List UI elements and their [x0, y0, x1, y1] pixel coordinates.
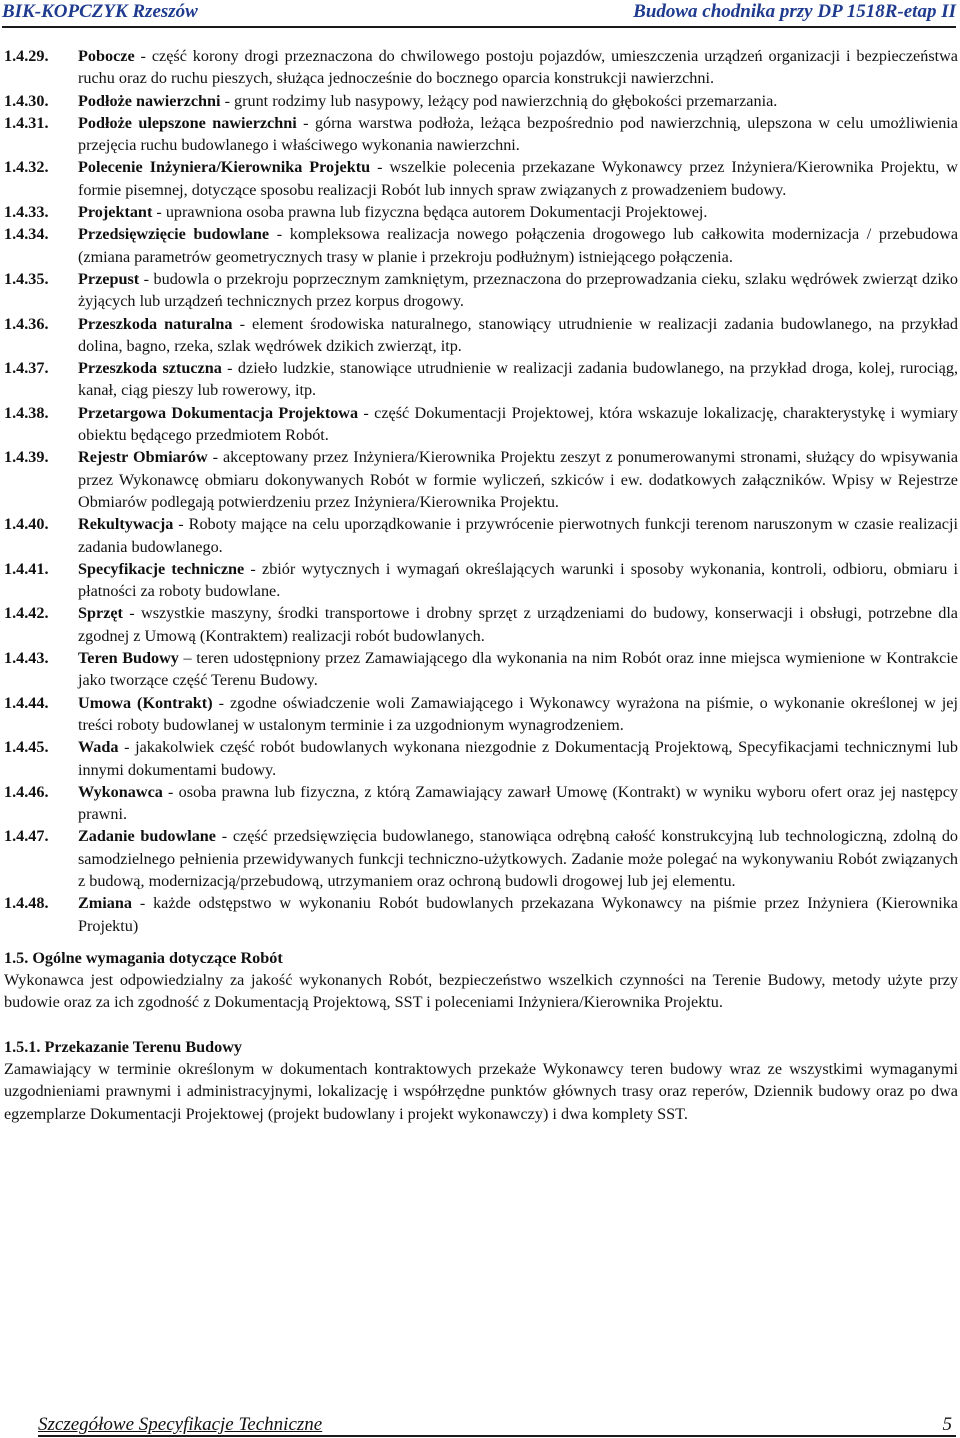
- definition-item: [4, 357, 958, 402]
- page-footer: [38, 1413, 956, 1437]
- definition-item: [4, 156, 958, 201]
- definition-item: [4, 223, 958, 268]
- definition-body: [78, 602, 958, 647]
- definition-term: Podłoże nawierzchni: [78, 91, 221, 110]
- footer-document-title: Szczegółowe Specyfikacje Techniczne: [38, 1414, 323, 1435]
- definition-text: - część Dokumentacji Projektowej, która wskazuje lokalizację, charakterystykę i wymiary obiektu będącego przedmiotem Robót.: [78, 403, 958, 445]
- definition-term: Przeszkoda naturalna: [78, 314, 233, 333]
- definition-number: 1.4.41.: [4, 559, 49, 578]
- definition-text: - górna warstwa podłoża, leżąca bezpośrednio pod nawierzchnią, ulepszona w celu umożliwienia przejęcia ruchu budowlanego i właściwego wykonania nawierzchni.: [78, 113, 958, 155]
- definition-term: Zmiana: [78, 894, 132, 913]
- definition-number: 1.4.46.: [4, 782, 49, 801]
- definition-text: - kompleksowa realizacja nowego połączenia drogowego lub całkowita modernizacja / przebudowa (zmiana parametrów geometrycznych trasy w planie i przekroju podłużnym) istniejącego połączenia.: [78, 225, 959, 266]
- definition-term: Pobocze: [78, 47, 135, 65]
- definition-item: [4, 446, 958, 513]
- definition-number: 1.4.42.: [4, 604, 49, 623]
- definition-text: - akceptowany przez Inżyniera/Kierownika Projektu zeszyt z ponumerowanymi stronami, służący do wpisywania przez Wykonawcę obmiaru dokonywanych Robót w formie wyliczeń, szkiców i ew. dodatkowych załączników. Wpisy w Rejestrze Obmiarów podlegają potwierdzeniu przez Inżyniera/Kierownika Projektu.: [78, 448, 959, 511]
- header-company: BIK-KOPCZYK Rzeszów: [2, 1, 198, 22]
- definition-item: [4, 45, 958, 90]
- definition-body: [78, 892, 958, 937]
- definition-term: Przepust: [78, 269, 140, 288]
- definition-text: - osoba prawna lub fizyczna, z którą Zamawiający zawarł Umowę (Kontrakt) w wyniku wyboru ofert oraz jej następcy prawni.: [78, 782, 958, 824]
- definition-body: [78, 45, 958, 90]
- definition-item: [4, 781, 958, 826]
- definition-body: [78, 692, 958, 737]
- definition-number: 1.4.43.: [4, 649, 49, 668]
- definition-term: Polecenie Inżyniera/Kierownika Projektu: [78, 158, 371, 177]
- definition-body: [78, 781, 958, 826]
- definition-item: [4, 647, 958, 692]
- definition-text: - każde odstępstwo w wykonaniu Robót budowlanych przekazana Wykonawcy na piśmie przez Inżyniera (Kierownika Projektu): [78, 894, 958, 935]
- definition-text: - dzieło ludzkie, stanowiące utrudnienie w realizacji zadania budowlanego, na przykład droga, kolej, rurociąg, kanał, ciąg pieszy lub rowerowy, itp.: [78, 359, 958, 400]
- definition-item: [4, 602, 958, 647]
- definition-body: [78, 736, 958, 781]
- definition-body: [78, 357, 958, 402]
- definition-body: [78, 647, 958, 692]
- definition-body: [78, 446, 958, 513]
- definition-text: - grunt rodzimy lub nasypowy, leżący pod nawierzchnią do głębokości przemarzania.: [220, 91, 778, 110]
- definition-number: 1.4.36.: [4, 314, 49, 333]
- definition-item: [4, 692, 958, 737]
- definition-text: - element środowiska naturalnego, stanowiący utrudnienie w realizacji zadania budowlanego, na przykład dolina, bagno, rzeka, szlak wędrówek dzikich zwierząt, itp.: [78, 314, 958, 355]
- definition-term: Wada: [78, 738, 119, 757]
- definition-item: [4, 402, 958, 447]
- definition-item: [4, 313, 958, 358]
- definition-text: – teren udostępniony przez Zamawiającego dla wykonania na nim Robót oraz inne miejsca wymienione w Kontrakcie jako tworzące część Terenu Budowy.: [78, 649, 958, 690]
- definition-body: [78, 558, 958, 603]
- definition-text: - Roboty mające na celu uporządkowanie i przywrócenie pierwotnych funkcji terenom naruszonym w czasie realizacji zadania budowlanego.: [78, 515, 958, 556]
- definition-body: [78, 513, 958, 558]
- definition-item: [4, 112, 958, 157]
- definition-body: [78, 402, 958, 447]
- definition-number: 1.4.31.: [4, 113, 49, 132]
- definition-item: [4, 736, 958, 781]
- section-paragraph-1-5-1: Zamawiający w terminie określonym w dokumentach kontraktowych przekaże Wykonawcy teren budowy wraz ze wszystkimi wymaganymi uzgodnieniami prawnymi i administracyjnymi, lokalizację i współrzędne punktów głównych trasy oraz reperów, Dziennik budowy oraz po dwa egzemplarze Dokumentacji Projektowej (projekt budowlany i projekt wykonawczy) i dwa komplety SST.: [4, 1060, 958, 1123]
- definition-term: Przedsięwzięcie budowlane: [78, 225, 270, 244]
- section-heading-1-5: 1.5. Ogólne wymagania dotyczące Robót: [4, 948, 283, 967]
- definition-text: - budowla o przekroju poprzecznym zamkniętym, przeznaczona do przeprowadzania cieku, szlaku wędrówek zwierząt dziko żyjących lub urządzeń technicznych przez korpus drogowy.: [78, 269, 958, 311]
- definitions-list: [4, 45, 958, 937]
- definition-term: Przetargowa Dokumentacja Projektowa: [78, 403, 359, 422]
- definition-item: [4, 201, 958, 223]
- definition-text: - część korony drogi przeznaczona do chwilowego postoju pojazdów, umieszczenia urządzeń organizacji i bezpieczeństwa ruchu oraz do ruchu pieszych, służąca jednocześnie do bocznego oparcia konstrukcji nawierzchni.: [78, 47, 958, 88]
- definition-term: Zadanie budowlane: [78, 827, 216, 846]
- definition-text: - uprawniona osoba prawna lub fizyczna będąca autorem Dokumentacji Projektowej.: [152, 203, 708, 222]
- section-heading-1-5-1: 1.5.1. Przekazanie Terenu Budowy: [4, 1037, 243, 1056]
- definition-number: 1.4.44.: [4, 693, 49, 712]
- definition-body: [78, 156, 958, 201]
- definition-text: - wszystkie maszyny, środki transportowe i drobny sprzęt z urządzeniami do budowy, konserwacji i obsługi, potrzebne dla zgodnej z Umową (Kontraktem) realizacji robót budowlanych.: [78, 604, 958, 645]
- definition-text: - część przedsięwzięcia budowlanego, stanowiąca odrębną całość konstrukcyjną lub technologiczną, zdolną do samodzielnego pełnienia przewidywanych funkcji techniczno-użytkowych. Zadanie może polegać na wykonywaniu Robót związanych z budową, modernizacją/przebudową, utrzymaniem oraz ochroną budowli drogowej lub jej elementu.: [78, 827, 959, 890]
- definition-number: 1.4.29.: [4, 47, 49, 65]
- definition-term: Sprzęt: [78, 604, 123, 623]
- definition-body: [78, 90, 958, 112]
- definition-number: 1.4.40.: [4, 515, 49, 534]
- definition-term: Rekultywacja: [78, 515, 174, 534]
- header-project-title: Budowa chodnika przy DP 1518R-etap II: [633, 1, 956, 22]
- page-header: [2, 0, 956, 28]
- definition-term: Rejestr Obmiarów: [78, 448, 208, 467]
- document-body: [4, 45, 958, 1125]
- definition-term: Wykonawca: [78, 782, 163, 801]
- definition-number: 1.4.47.: [4, 827, 49, 846]
- definition-text: - wszelkie polecenia przekazane Wykonawcy przez Inżyniera/Kierownika Projektu, w formie pisemnej, dotyczące sposobu realizacji Robót lub innych spraw związanych z prowadzeniem budowy.: [78, 158, 958, 199]
- definition-number: 1.4.37.: [4, 359, 49, 378]
- definition-number: 1.4.30.: [4, 91, 49, 110]
- definition-number: 1.4.32.: [4, 158, 49, 177]
- definition-body: [78, 223, 958, 268]
- definition-body: [78, 313, 958, 358]
- definition-number: 1.4.33.: [4, 203, 49, 222]
- definition-text: - zgodne oświadczenie woli Zamawiającego i Wykonawcy wyrażona na piśmie, o wykonanie określonej w jej treści roboty budowlanej w ustalonym terminie i za uzgodnionym wynagrodzeniem.: [78, 693, 958, 734]
- definition-term: Przeszkoda sztuczna: [78, 359, 222, 378]
- definition-body: [78, 825, 958, 892]
- definition-term: Projektant: [78, 203, 153, 222]
- section-paragraph-1-5: Wykonawca jest odpowiedzialny za jakość wykonanych Robót, bezpieczeństwo wszelkich czynności na Terenie Budowy, metody użyte przy budowie oraz za ich zgodność z Dokumentacją Projektową, SST i poleceniami Inżyniera/Kierownika Projektu.: [4, 971, 958, 1012]
- definition-number: 1.4.38.: [4, 403, 49, 422]
- definition-body: [78, 201, 958, 223]
- definition-item: [4, 513, 958, 558]
- definition-item: [4, 268, 958, 313]
- definition-number: 1.4.48.: [4, 894, 49, 913]
- definition-number: 1.4.45.: [4, 738, 49, 757]
- definition-term: Podłoże ulepszone nawierzchni: [78, 113, 297, 132]
- definition-item: [4, 558, 958, 603]
- definition-item: [4, 892, 958, 937]
- definition-number: 1.4.39.: [4, 448, 49, 467]
- definition-term: Umowa (Kontrakt): [78, 693, 213, 712]
- definition-number: 1.4.35.: [4, 269, 49, 288]
- definition-body: [78, 268, 958, 313]
- page-number: 5: [942, 1414, 952, 1435]
- definition-item: [4, 90, 958, 112]
- definition-text: - zbiór wytycznych i wymagań określających warunki i sposoby wykonania, kontroli, odbioru, obmiaru i płatności za roboty budowlane.: [78, 559, 958, 601]
- definition-item: [4, 825, 958, 892]
- definition-term: Teren Budowy: [78, 649, 179, 668]
- definition-number: 1.4.34.: [4, 225, 49, 244]
- definition-body: [78, 112, 958, 157]
- definition-term: Specyfikacje techniczne: [78, 559, 245, 578]
- definition-text: - jakakolwiek część robót budowlanych wykonana niezgodnie z Dokumentacją Projektową, Specyfikacjami technicznymi lub innymi dokumentami budowy.: [78, 738, 958, 779]
